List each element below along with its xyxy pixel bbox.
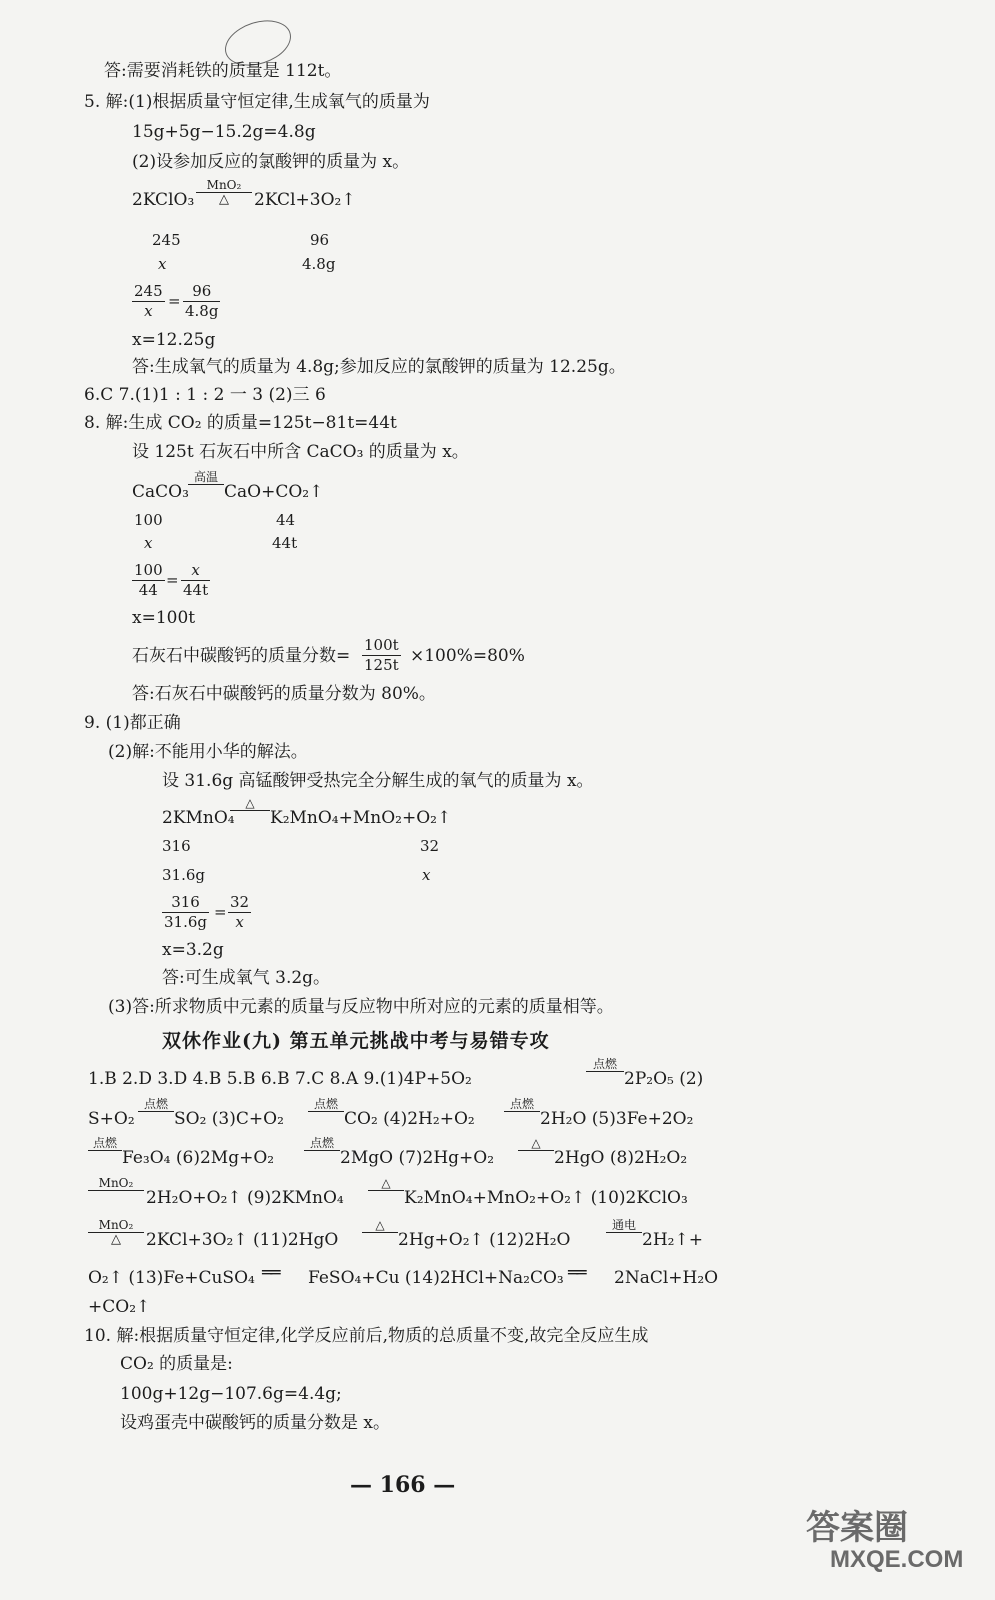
q10-assume: 设鸡蛋壳中碳酸钙的质量分数是 x。 [120,1413,390,1433]
q8-result: x=100t [132,608,196,628]
a3-condition2 [304,1136,340,1151]
a2-condition3 [504,1097,540,1112]
q6-q7-answers: 6.C 7.(1)1 : 1 : 2 一 3 (2)三 6 [84,385,326,405]
eq2-right: CaO+CO₂↑ [224,482,324,502]
ratio1-d: 4.8g [302,255,336,273]
eq3-right: K₂MnO₄+MnO₂+O₂↑ [270,808,452,828]
answers-line2-b: SO₂ (3)C+O₂ [174,1109,284,1129]
a5-catalyst: MnO₂ [88,1218,144,1233]
ratio2-a: 100 [134,511,163,529]
q9-result: x=3.2g [162,940,224,960]
ratio3-a: 316 [162,837,191,855]
eq2-high-temp: 高温 [188,470,224,485]
a5-condition1 [88,1218,144,1247]
a2-ignite2: 点燃 [308,1097,344,1112]
fraction1-right [183,282,220,321]
a3-ignite1: 点燃 [88,1136,122,1151]
page-number: — 166 — [350,1472,456,1498]
a3-ignite2: 点燃 [304,1136,340,1151]
watermark-logo: 答案圈 [806,1509,908,1547]
fraction4-den2: x [235,913,244,931]
fraction2-den2: 44t [183,581,209,599]
a2-condition2 [308,1097,344,1112]
q9-part3: (3)答:所求物质中元素的质量与反应物中所对应的元素的质量相等。 [108,997,614,1017]
a3-heat: △ [518,1136,554,1151]
q10-calc: 100g+12g−107.6g=4.4g; [120,1384,342,1404]
fraction3-num: 100t [364,636,399,654]
a4-condition2 [368,1176,404,1191]
ratio2-d: 44t [272,534,298,552]
answers-line3-a: Fe₃O₄ (6)2Mg+O₂ [122,1148,275,1168]
q9-part1: 9. (1)都正确 [84,713,181,733]
q5-assume: (2)设参加反应的氯酸钾的质量为 x。 [132,152,410,172]
answers-line4-a: 2H₂O+O₂↑ (9)2KMnO₄ [146,1188,344,1208]
a2-condition1 [138,1097,174,1112]
answers-line5-d: 2H₂↑+ [642,1230,703,1250]
answers-line3-b: 2MgO (7)2Hg+O₂ [340,1148,495,1168]
a2-ignite3: 点燃 [504,1097,540,1112]
a5-electrolysis: 通电 [606,1218,642,1233]
answers-line2-d: CO₂ (4)2H₂+O₂ [344,1109,475,1129]
fraction4-left [162,893,209,932]
fraction1-den: x [144,302,153,320]
ratio2-b: 44 [276,511,296,529]
fraction2-left [132,561,165,600]
eq3-left: 2KMnO₄ [162,808,235,828]
q5-calc: 15g+5g−15.2g=4.8g [132,122,316,142]
answers-line1-end: 2P₂O₅ (2) [624,1069,704,1089]
q9-part2: (2)解:不能用小华的解法。 [108,742,308,762]
a5-condition2 [362,1218,398,1233]
mass-fraction-label: 石灰石中碳酸钙的质量分数= [132,646,351,666]
fraction3-den: 125t [364,656,399,674]
q9-assume: 设 31.6g 高锰酸钾受热完全分解生成的氧气的质量为 x。 [162,771,594,791]
a4-catalyst: MnO₂ [88,1176,144,1191]
section-title: 双休作业(九) 第五单元挑战中考与易错专攻 [162,1030,550,1052]
q5-intro: 5. 解:(1)根据质量守恒定律,生成氧气的质量为 [84,92,430,112]
answers-line5-a: 2KCl+3O₂↑ (11)2HgO [146,1230,339,1250]
ratio1-c: x [158,255,167,273]
answers-line5-b: 2Hg+O₂↑ (12)2H₂O [398,1230,571,1250]
fraction4-num2: 32 [230,893,250,911]
q8-intro: 8. 解:生成 CO₂ 的质量=125t−81t=44t [84,413,397,433]
eq2-left: CaCO₃ [132,482,189,502]
fraction1-num: 245 [134,282,163,300]
a5-heat2: △ [362,1218,398,1233]
q8-answer: 答:石灰石中碳酸钙的质量分数为 80%。 [132,684,436,704]
eq1-condition [196,178,252,207]
answers-line1: 1.B 2.D 3.D 4.B 5.B 6.B 7.C 8.A 9.(1)4P+5O₂ [88,1069,472,1089]
fraction2-den: 44 [138,581,158,599]
eq3-heat: △ [230,796,270,811]
fraction2-right [181,561,210,600]
equals-double-1: ══ [262,1263,279,1283]
equals-double-2: ══ [568,1263,585,1283]
a5-condition3 [606,1218,642,1233]
eq1-heat: △ [219,192,229,207]
equals-sign-3: = [214,903,227,921]
fraction2-num: 100 [134,561,163,579]
a3-condition1 [88,1136,122,1151]
a4-condition1 [88,1176,144,1191]
fraction4-num: 316 [162,893,209,913]
eq1-right: 2KCl+3O₂↑ [254,190,356,210]
q8-assume: 设 125t 石灰石中所含 CaCO₃ 的质量为 x。 [132,442,469,462]
answers-line2-a: S+O₂ [88,1109,135,1129]
eq1-catalyst: MnO₂ [196,178,252,193]
answer-iron-mass: 答:需要消耗铁的质量是 112t。 [104,61,342,81]
q10-co2-label: CO₂ 的质量是: [120,1354,233,1374]
q9-answer: 答:可生成氧气 3.2g。 [162,968,331,988]
ratio3-d: x [422,866,431,884]
a3-condition3 [518,1136,554,1151]
answers-line2-e: 2H₂O (5)3Fe+2O₂ [540,1109,694,1129]
answers-line6-a: O₂↑ (13)Fe+CuSO₄ [88,1268,255,1288]
answers-line6-c: 2NaCl+H₂O [614,1268,719,1288]
eq1-left: 2KClO₃ [132,190,195,210]
q5-answer: 答:生成氧气的质量为 4.8g;参加反应的氯酸钾的质量为 12.25g。 [132,357,626,377]
eq3-condition [230,796,270,811]
ratio3-c: 31.6g [162,866,206,884]
answers-line3-d: 2HgO (8)2H₂O₂ [554,1148,688,1168]
ratio3-b: 32 [420,837,440,855]
fraction2-num2: x [181,561,210,581]
eq2-condition [188,470,224,485]
equals-sign-2: = [166,571,179,589]
fraction3 [362,636,401,675]
q10-intro: 10. 解:根据质量守恒定律,化学反应前后,物质的总质量不变,故完全反应生成 [84,1326,649,1346]
a5-heat1: △ [111,1232,121,1247]
fraction4-right [228,893,251,932]
answers-line4-b: K₂MnO₄+MnO₂+O₂↑ (10)2KClO₃ [404,1188,688,1208]
a1-ignite: 点燃 [586,1057,624,1072]
fraction1-den2: 4.8g [185,302,219,320]
ratio1-b: 96 [310,231,330,249]
ratio2-c: x [144,534,153,552]
answers-line7: +CO₂↑ [88,1297,151,1317]
a1-condition [586,1057,624,1072]
watermark-url: MXQE.COM [830,1546,964,1573]
ratio1-a: 245 [152,231,181,249]
a2-ignite1: 点燃 [138,1097,174,1112]
equals-sign: = [168,292,181,310]
answers-line6-b: FeSO₄+Cu (14)2HCl+Na₂CO₃ [308,1268,564,1288]
mass-fraction-result: ×100%=80% [410,646,525,666]
fraction4-den: 31.6g [164,913,208,931]
fraction1-left [132,282,165,321]
fraction1-num2: 96 [183,282,220,302]
q5-result: x=12.25g [132,330,216,350]
a4-heat: △ [368,1176,404,1191]
